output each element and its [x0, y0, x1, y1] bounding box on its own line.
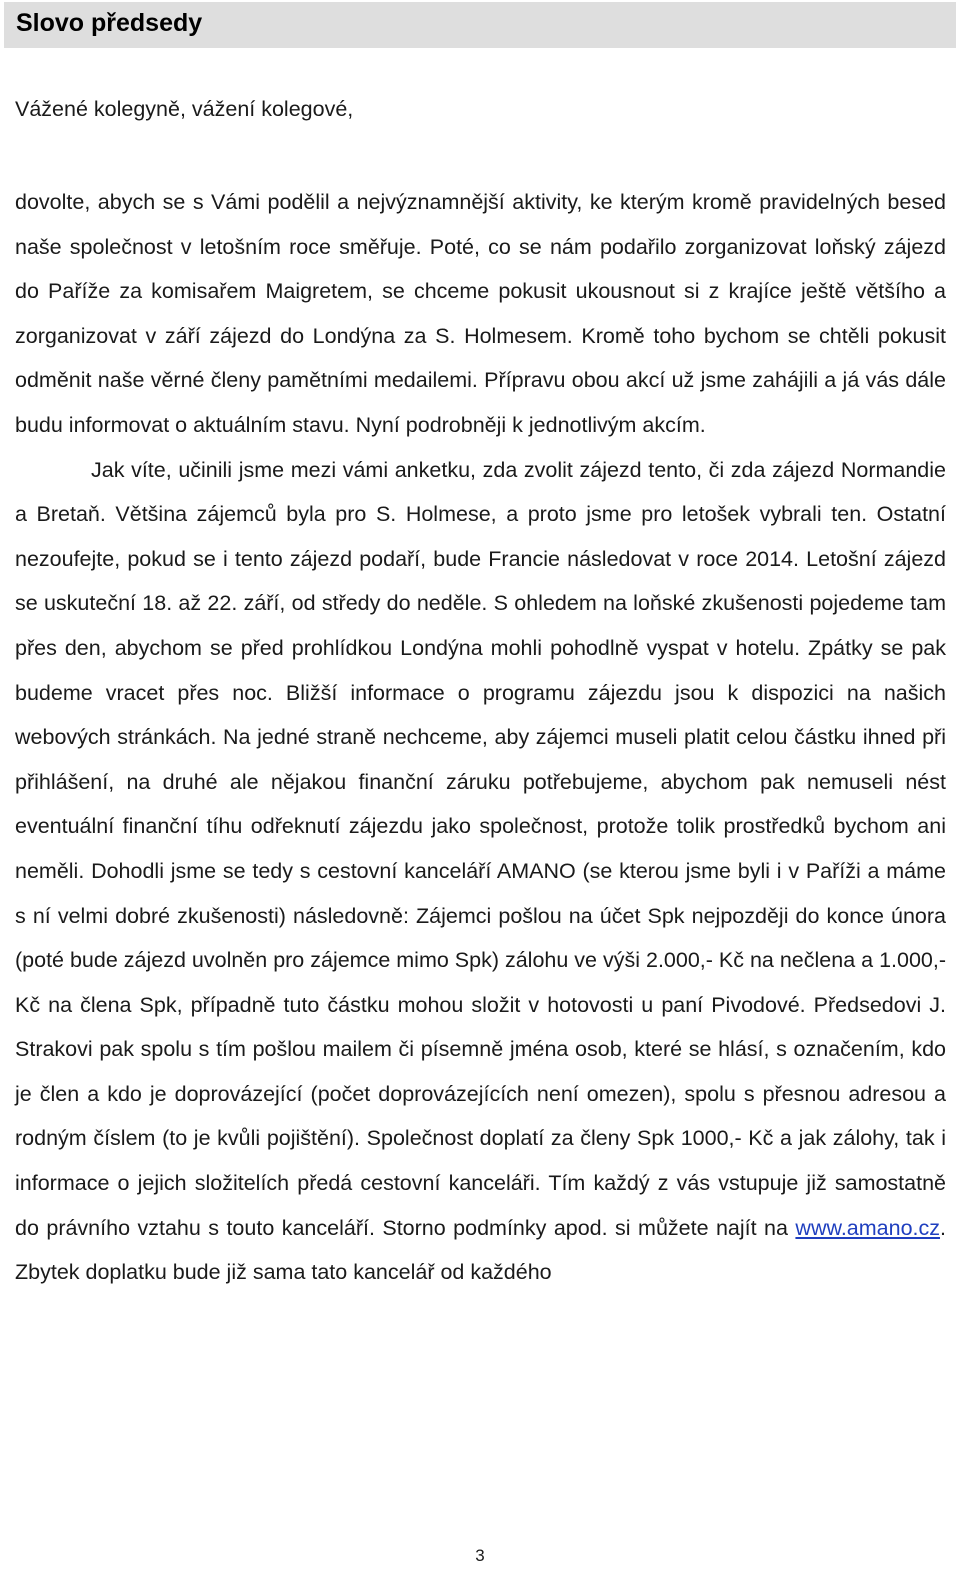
amano-link[interactable]: www.amano.cz	[795, 1215, 941, 1240]
paragraph-trip	[15, 448, 946, 1295]
heading-bar	[4, 2, 956, 48]
page-title: Slovo předsedy	[16, 9, 203, 37]
paragraph-intro: dovolte, abych se s Vámi podělil a nejvýznamnější aktivity, ke kterým kromě pravidelných besed naše společnost v letošním roce směřuje. Poté, co se nám podařilo zorganizovat loňský zájezd do Paříže za komisařem Maigretem, se chceme pokusit ukousnout si z krajíce ještě většího a zorganizovat v září zájezd do Londýna za S. Holmesem. Kromě toho bychom se chtěli pokusit odměnit naše věrné členy pamětními medailemi. Přípravu obou akcí už jsme zahájili a já vás dále budu informovat o aktuálním stavu. Nyní podrobněji k jednotlivým akcím.	[15, 190, 946, 437]
salutation: Vážené kolegyně, vážení kolegové,	[15, 97, 354, 121]
page-number: 3	[475, 1546, 485, 1565]
article-body	[15, 180, 946, 1295]
paragraph-trip-text: Jak víte, učinili jsme mezi vámi anketku, zda zvolit zájezd tento, či zda zájezd Normandie a Bretaň. Většina zájemců byla pro S. Holmese, a proto jsme pro letošek vybrali ten. Ostatní nezoufejte, pokud se i tento zájezd podaří, bude Francie následovat v roce 2014. Letošní zájezd se uskuteční 18. až 22. září, od středy do neděle. S ohledem na loňské zkušenosti pojedeme tam přes den, abychom se před prohlídkou Londýna mohli pohodlně vyspat v hotelu. Zpátky se pak budeme vracet přes noc. Bližší informace o programu zájezdu jsou k dispozici na našich webových stránkách. Na jedné straně nechceme, aby zájemci museli platit celou částku ihned při přihlášení, na druhé ale nějakou finanční záruku potřebujeme, abychom pak nemuseli nést eventuální finanční tíhu odřeknutí zájezdu jako společnost, protože tolik prostředků bychom ani neměli. Dohodli jsme se tedy s cestovní kanceláří AMANO (se kterou jsme byli i v Paříži a máme s ní velmi dobré zkušenosti) následovně: Zájemci pošlou na účet Spk nejpozději do konce února (poté bude zájezd uvolněn pro zájemce mimo Spk) zálohu ve výši 2.000,- Kč na nečlena a 1.000,- Kč na člena Spk, případně tuto částku mohou složit v hotovosti u paní Pivodové. Předsedovi J. Strakovi pak spolu s tím pošlou mailem či písemně jména osob, které se hlásí, s označením, kdo je člen a kdo je doprovázející (počet doprovázejících není omezen), spolu s přesnou adresou a rodným číslem (to je kvůli pojištění). Společnost doplatí za členy Spk 1000,- Kč a jak zálohy, tak i informace o jejich složitelích předá cestovní kanceláři. Tím každý z vás vstupuje již samostatně do právního vztahu s touto kanceláří. Storno podmínky apod. si můžete najít na	[15, 457, 946, 1240]
paragraph-trip-tail: . Zbytek doplatku bude již sama tato kancelář od každého	[15, 1215, 946, 1285]
